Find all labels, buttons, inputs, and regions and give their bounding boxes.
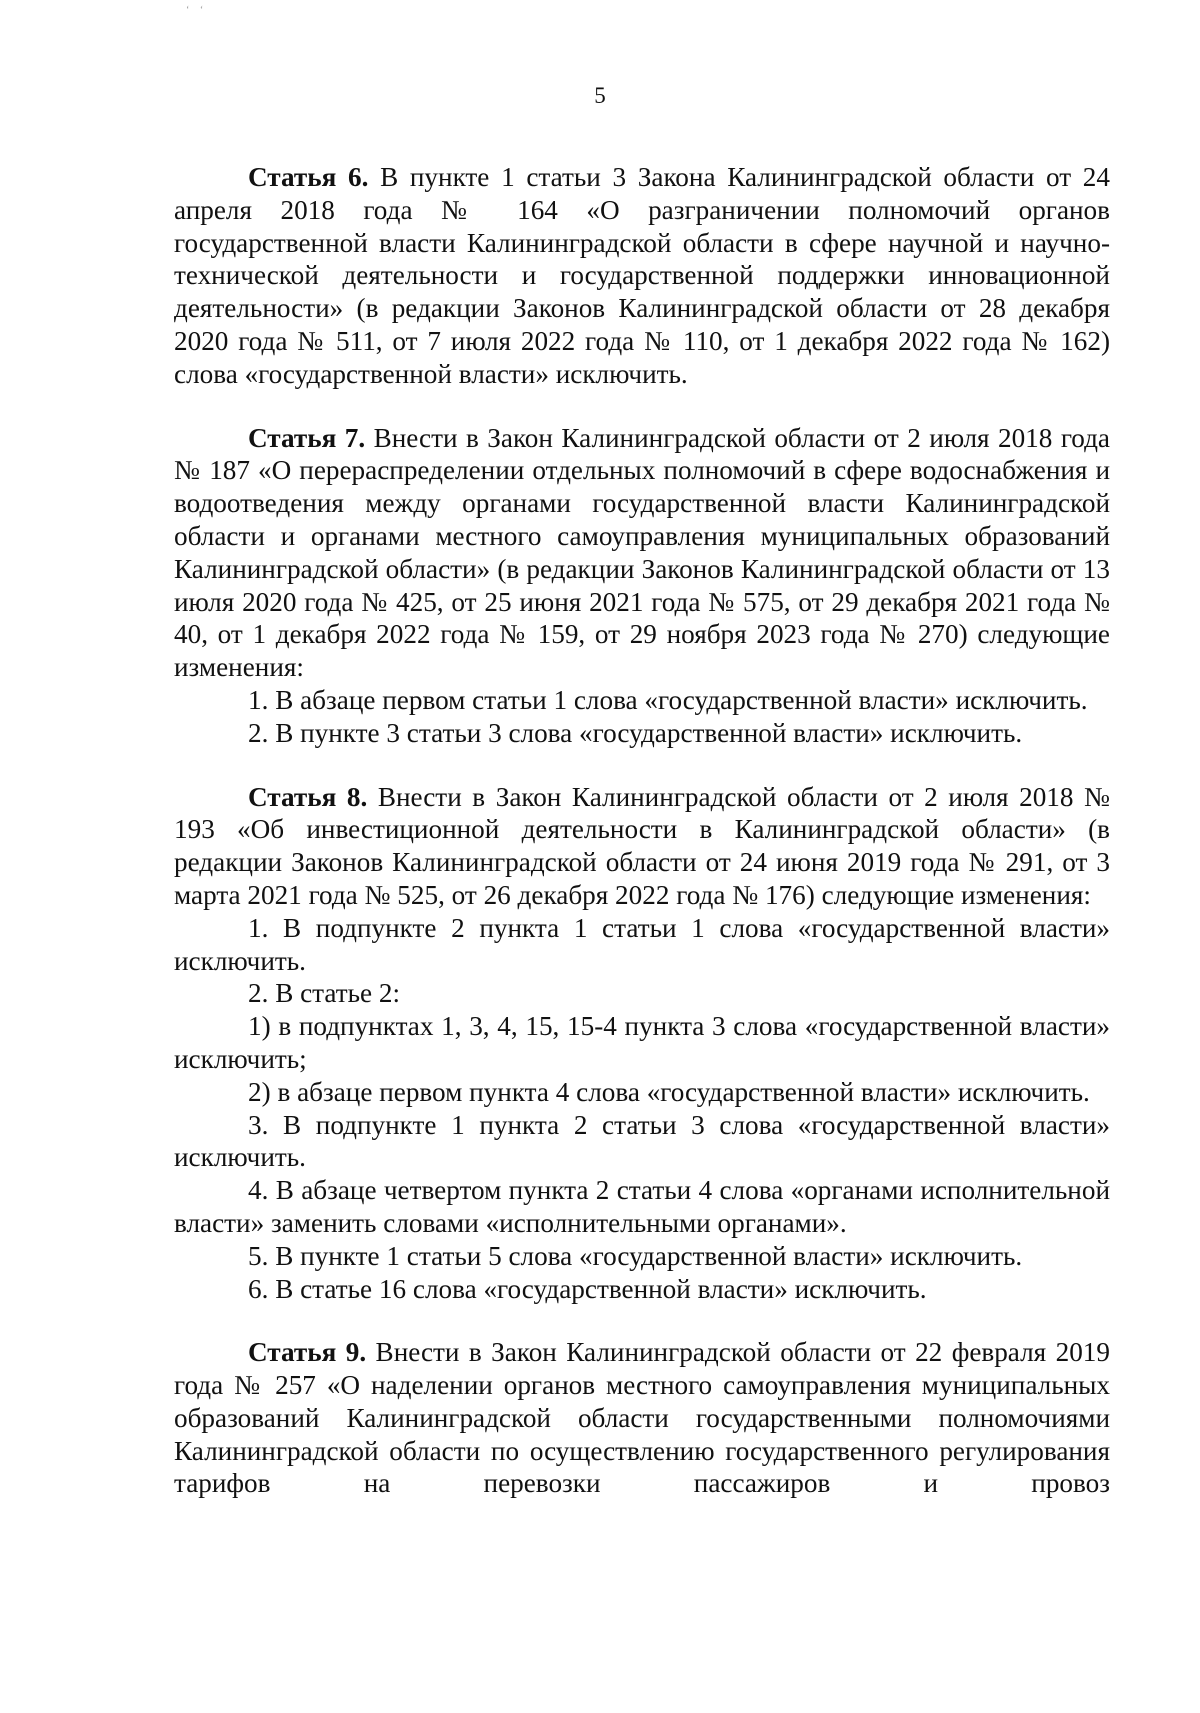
article-6-heading: Статья 6.: [248, 162, 369, 192]
article-7-item: 1. В абзаце первом статьи 1 слова «государственной власти» исключить.: [248, 684, 1088, 715]
spacer: [174, 1305, 1110, 1336]
article-8-item: 6. В статье 16 слова «государственной власти» исключить.: [248, 1273, 927, 1304]
article-9: [174, 1336, 1110, 1500]
article-8-item: 2. В статье 2:: [248, 978, 401, 1009]
spacer: [174, 391, 1110, 422]
page-number: 5: [594, 83, 606, 108]
article-7: [174, 422, 1110, 684]
article-9-text: Внести в Закон Калининградской области от 22 февраля 2019 года № 257 «О наделении органов местного самоуправления муниципальных образований Калининградской области государственными полномочиями Калининградской области по осуществлению государственного регулирования тарифов на перевозки пассажиров и провоз: [174, 1337, 1110, 1499]
article-7-item: 2. В пункте 3 статьи 3 слова «государственной власти» исключить.: [248, 717, 1023, 748]
article-8-item: 5. В пункте 1 статьи 5 слова «государственной власти» исключить.: [248, 1240, 1023, 1271]
spacer: [174, 750, 1110, 781]
article-7-text: Внести в Закон Калининградской области от 2 июля 2018 года № 187 «О перераспределении отдельных полномочий в сфере водоснабжения и водоотведения между органами государственной власти Калининградской области и органами местного самоуправления муниципальных образований Калининградской области» (в редакции Законов Калининградской области от 13 июля 2020 года № 425, от 25 июня 2021 года № 575, от 29 декабря 2021 года № 40, от 1 декабря 2022 года № 159, от 29 ноября 2023 года № 270) следующие изменения:: [174, 422, 1110, 683]
article-6: [174, 161, 1110, 391]
document-body: [174, 161, 1110, 1500]
article-8-item: 3. В подпункте 1 пункта 2 статьи 3 слова «государственной власти» исключить.: [174, 1109, 1110, 1173]
article-8-heading: Статья 8.: [248, 781, 368, 812]
article-8-item: 1. В подпункте 2 пункта 1 статьи 1 слова «государственной власти» исключить.: [174, 912, 1110, 976]
article-8: [174, 781, 1110, 912]
scan-artifact: ‘ ‘: [186, 5, 208, 16]
article-8-item: 1) в подпунктах 1, 3, 4, 15, 15-4 пункта 3 слова «государственной власти» исключить;: [174, 1011, 1110, 1074]
article-6-text: В пункте 1 статьи 3 Закона Калининградской области от 24 апреля 2018 года № 164 «О разграничении полномочий органов государственной власти Калининградской области в сфере научной и научно-технической деятельности и государственной поддержки инновационной деятельности» (в редакции Законов Калининградской области от 28 декабря 2020 года № 511, от 7 июля 2022 года № 110, от 1 декабря 2022 года № 162) слова «государственной власти» исключить.: [174, 162, 1110, 389]
article-8-item: 2) в абзаце первом пункта 4 слова «государственной власти» исключить.: [248, 1076, 1090, 1107]
article-8-text: Внести в Закон Калининградской области от 2 июля 2018 № 193 «Об инвестиционной деятельности в Калининградской области» (в редакции Законов Калининградской области от 24 июня 2019 года № 291, от 3 марта 2021 года № 525, от 26 декабря 2022 года № 176) следующие изменения:: [174, 781, 1110, 910]
article-8-item: 4. В абзаце четвертом пункта 2 статьи 4 слова «органами исполнительной власти» заменить словами «исполнительными органами».: [174, 1175, 1110, 1238]
article-9-heading: Статья 9.: [248, 1337, 367, 1368]
article-7-heading: Статья 7.: [248, 422, 366, 453]
